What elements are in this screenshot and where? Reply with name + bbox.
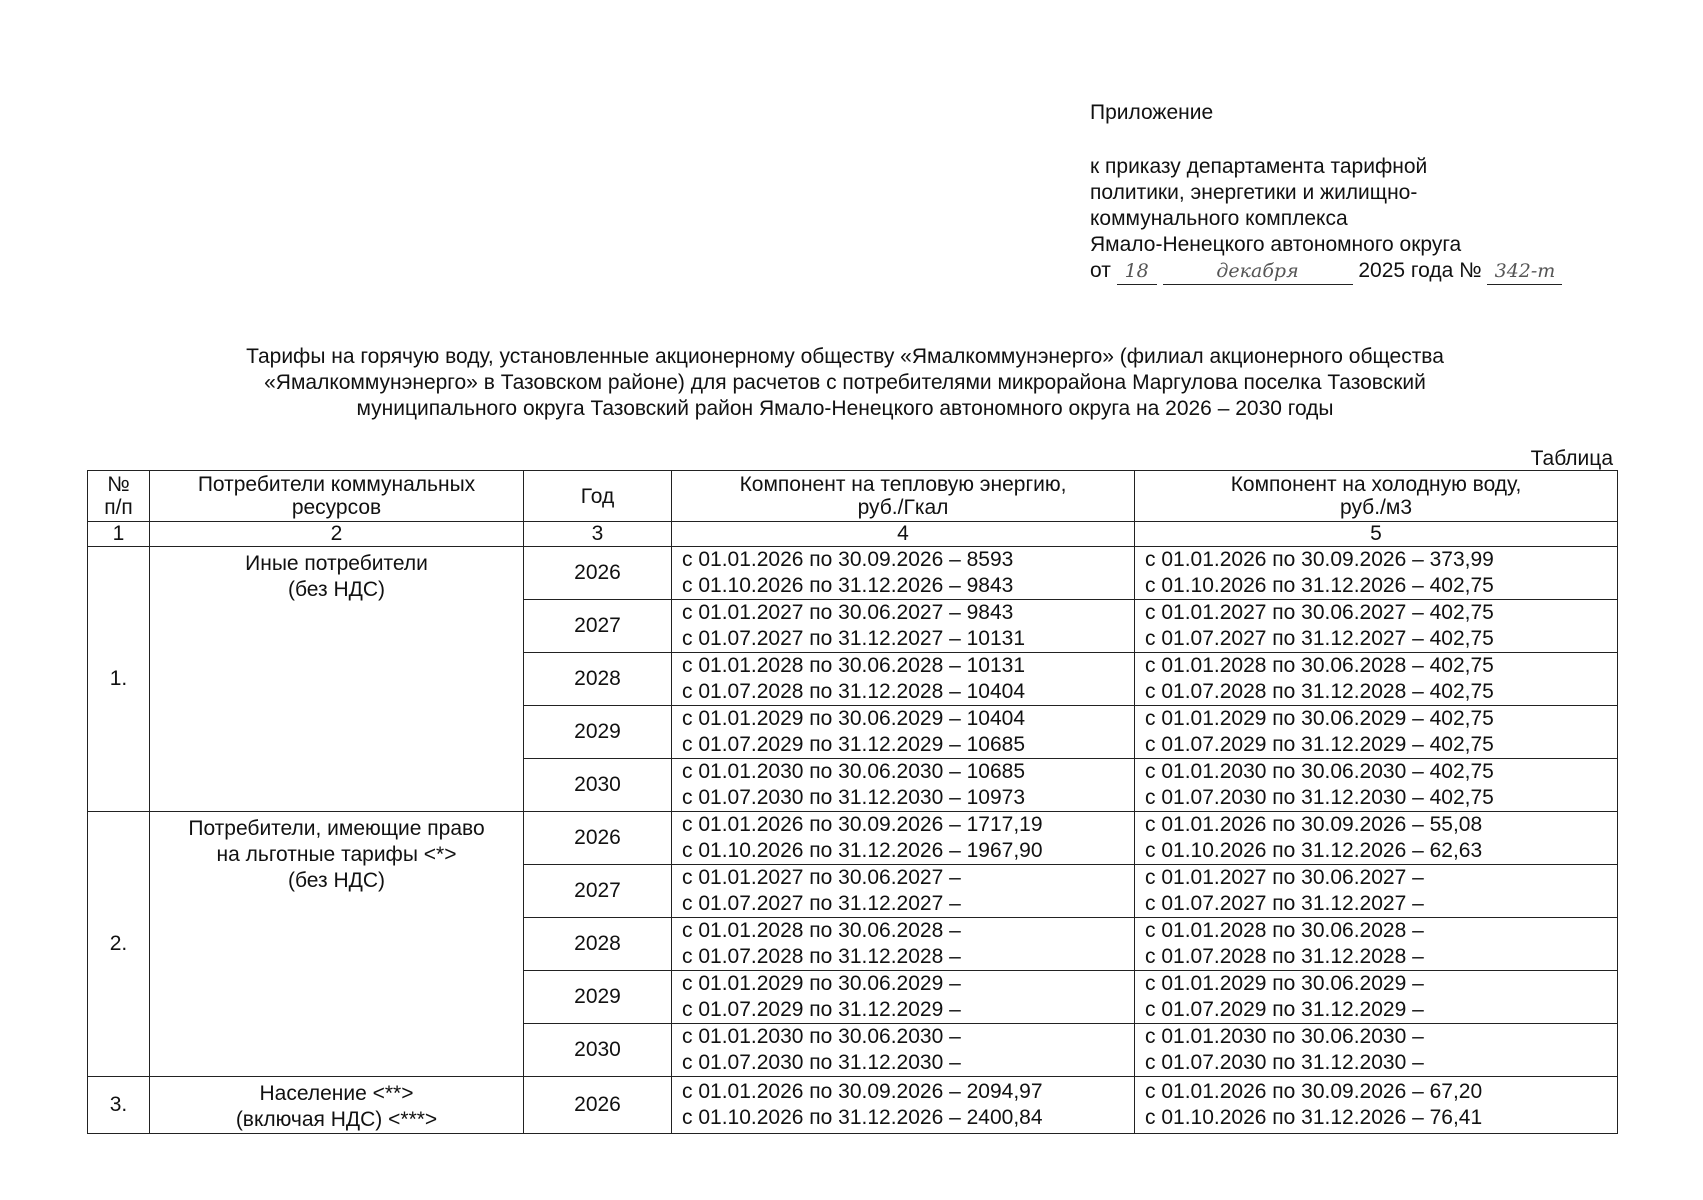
- tariff-period-line: с 01.10.2026 по 31.12.2026 – 9843: [682, 574, 1014, 597]
- tariff-period-line: с 01.01.2027 по 30.06.2027 – 402,75: [1145, 601, 1494, 624]
- appendix-line: политики, энергетики и жилищно-: [1090, 181, 1418, 204]
- cold-water-tariff-cell: [1135, 547, 1618, 600]
- tariff-period-line: с 01.07.2029 по 31.12.2029 – 402,75: [1145, 733, 1494, 756]
- table-row: [88, 547, 1618, 600]
- row-number: 2.: [88, 812, 150, 1077]
- tariff-period-line: с 01.07.2029 по 31.12.2029 –: [682, 998, 961, 1021]
- consumer-line: Иные потребители: [245, 552, 428, 575]
- year-cell: 2028: [524, 653, 672, 706]
- consumer-line: (без НДС): [287, 869, 385, 892]
- appendix-line: к приказу департамента тарифной: [1090, 155, 1428, 178]
- document-title-line: «Ямалкоммунэнерго» в Тазовском районе) для расчетов с потребителями микрорайона Маргулова поселка Тазовский: [264, 371, 1426, 394]
- cold-water-tariff-cell: [1135, 653, 1618, 706]
- tariff-period-line: с 01.10.2026 по 31.12.2026 – 62,63: [1145, 839, 1483, 862]
- tariff-period-line: с 01.01.2027 по 30.06.2027 –: [682, 866, 961, 889]
- tariff-period-line: с 01.01.2030 по 30.06.2030 –: [1145, 1025, 1424, 1048]
- table-row: [88, 812, 1618, 865]
- tariff-period-line: с 01.01.2026 по 30.09.2026 – 2094,97: [682, 1080, 1043, 1103]
- column-number: 3: [524, 522, 672, 547]
- tariff-period-line: с 01.01.2030 по 30.06.2030 –: [682, 1025, 961, 1048]
- appendix-line: Ямало-Ненецкого автономного округа: [1090, 233, 1462, 256]
- header-heat: Компонент на тепловую энергию, руб./Гкал: [672, 471, 1135, 522]
- consumer-line: на льготные тарифы <*>: [216, 843, 457, 866]
- tariff-period-line: с 01.01.2030 по 30.06.2030 – 10685: [682, 760, 1026, 783]
- tariff-period-line: с 01.01.2026 по 30.09.2026 – 55,08: [1145, 813, 1483, 836]
- appendix-date-line: [1090, 258, 1650, 285]
- column-number: 5: [1135, 522, 1618, 547]
- tariff-period-line: с 01.01.2027 по 30.06.2027 – 9843: [682, 601, 1014, 624]
- header-year: Год: [524, 471, 672, 522]
- row-number: 1.: [88, 547, 150, 812]
- heat-tariff-cell: [672, 918, 1135, 971]
- consumer-line: (включая НДС) <***>: [235, 1108, 438, 1131]
- date-prefix: от: [1090, 259, 1111, 282]
- consumer-line: (без НДС): [287, 578, 385, 601]
- tariff-period-line: с 01.07.2029 по 31.12.2029 – 10685: [682, 733, 1026, 756]
- cold-water-tariff-cell: [1135, 1077, 1618, 1134]
- column-number: 1: [88, 522, 150, 547]
- date-day: 18: [1117, 258, 1157, 285]
- appendix-line: коммунального комплекса: [1090, 207, 1348, 230]
- tariff-period-line: с 01.01.2026 по 30.09.2026 – 8593: [682, 548, 1014, 571]
- header-consumers: Потребители коммунальных ресурсов: [150, 471, 524, 522]
- tariff-table: [87, 470, 1618, 1134]
- consumer-line: Потребители, имеющие право: [188, 817, 485, 840]
- year-cell: 2029: [524, 706, 672, 759]
- consumer-category: [150, 812, 524, 1077]
- header-cold: Компонент на холодную воду, руб./м3: [1135, 471, 1618, 522]
- heat-tariff-cell: [672, 600, 1135, 653]
- appendix-block: [1090, 100, 1650, 285]
- heat-tariff-cell: [672, 865, 1135, 918]
- year-cell: 2026: [524, 812, 672, 865]
- document-title: [90, 344, 1600, 422]
- document-title-line: Тарифы на горячую воду, установленные акционерному обществу «Ямалкоммунэнерго» (филиал акционерного общества: [246, 345, 1444, 368]
- tariff-period-line: с 01.10.2026 по 31.12.2026 – 1967,90: [682, 839, 1043, 862]
- tariff-period-line: с 01.01.2028 по 30.06.2028 – 10131: [682, 654, 1026, 677]
- tariff-period-line: с 01.07.2030 по 31.12.2030 – 402,75: [1145, 786, 1494, 809]
- tariff-period-line: с 01.01.2028 по 30.06.2028 – 402,75: [1145, 654, 1494, 677]
- header-num: № п/п: [88, 471, 150, 522]
- column-number: 2: [150, 522, 524, 547]
- year-cell: 2026: [524, 1077, 672, 1134]
- year-cell: 2028: [524, 918, 672, 971]
- tariff-period-line: с 01.01.2030 по 30.06.2030 – 402,75: [1145, 760, 1494, 783]
- tariff-period-line: с 01.07.2027 по 31.12.2027 –: [682, 892, 961, 915]
- tariff-period-line: с 01.07.2029 по 31.12.2029 –: [1145, 998, 1424, 1021]
- year-cell: 2027: [524, 865, 672, 918]
- order-number: 342-т: [1487, 258, 1562, 285]
- consumer-line: Население <**>: [259, 1082, 414, 1105]
- column-numbers-row: [88, 522, 1618, 547]
- heat-tariff-cell: [672, 971, 1135, 1024]
- tariff-period-line: с 01.07.2030 по 31.12.2030 –: [682, 1051, 961, 1074]
- table-caption: Таблица: [1530, 447, 1613, 470]
- tariff-period-line: с 01.01.2026 по 30.09.2026 – 1717,19: [682, 813, 1043, 836]
- year-cell: 2027: [524, 600, 672, 653]
- heat-tariff-cell: [672, 706, 1135, 759]
- column-number: 4: [672, 522, 1135, 547]
- tariff-period-line: с 01.07.2027 по 31.12.2027 – 402,75: [1145, 627, 1494, 650]
- tariff-period-line: с 01.01.2028 по 30.06.2028 –: [682, 919, 961, 942]
- cold-water-tariff-cell: [1135, 971, 1618, 1024]
- cold-water-tariff-cell: [1135, 1024, 1618, 1077]
- date-month: декабря: [1163, 258, 1353, 285]
- tariff-period-line: с 01.01.2026 по 30.09.2026 – 373,99: [1145, 548, 1494, 571]
- date-year: 2025 года №: [1358, 259, 1482, 282]
- consumer-category: [150, 1077, 524, 1134]
- appendix-title: Приложение: [1090, 101, 1214, 124]
- tariff-period-line: с 01.07.2027 по 31.12.2027 –: [1145, 892, 1424, 915]
- tariff-period-line: с 01.07.2027 по 31.12.2027 – 10131: [682, 627, 1026, 650]
- year-cell: 2030: [524, 759, 672, 812]
- tariff-period-line: с 01.10.2026 по 31.12.2026 – 2400,84: [682, 1106, 1043, 1129]
- cold-water-tariff-cell: [1135, 759, 1618, 812]
- document-title-line: муниципального округа Тазовский район Ямало-Ненецкого автономного округа на 2026 – 2030 годы: [356, 397, 1334, 420]
- tariff-period-line: с 01.07.2028 по 31.12.2028 – 10404: [682, 680, 1026, 703]
- heat-tariff-cell: [672, 1024, 1135, 1077]
- table-row: [88, 1077, 1618, 1134]
- tariff-period-line: с 01.01.2029 по 30.06.2029 –: [1145, 972, 1424, 995]
- tariff-period-line: с 01.07.2028 по 31.12.2028 – 402,75: [1145, 680, 1494, 703]
- consumer-category: [150, 547, 524, 812]
- year-cell: 2030: [524, 1024, 672, 1077]
- tariff-period-line: с 01.10.2026 по 31.12.2026 – 402,75: [1145, 574, 1494, 597]
- tariff-period-line: с 01.01.2029 по 30.06.2029 – 10404: [682, 707, 1026, 730]
- heat-tariff-cell: [672, 547, 1135, 600]
- tariff-period-line: с 01.01.2029 по 30.06.2029 – 402,75: [1145, 707, 1494, 730]
- tariff-period-line: с 01.07.2028 по 31.12.2028 –: [682, 945, 961, 968]
- heat-tariff-cell: [672, 812, 1135, 865]
- heat-tariff-cell: [672, 653, 1135, 706]
- tariff-period-line: с 01.01.2029 по 30.06.2029 –: [682, 972, 961, 995]
- row-number: 3.: [88, 1077, 150, 1134]
- cold-water-tariff-cell: [1135, 918, 1618, 971]
- tariff-period-line: с 01.07.2030 по 31.12.2030 – 10973: [682, 786, 1026, 809]
- tariff-period-line: с 01.01.2028 по 30.06.2028 –: [1145, 919, 1424, 942]
- tariff-period-line: с 01.10.2026 по 31.12.2026 – 76,41: [1145, 1106, 1483, 1129]
- cold-water-tariff-cell: [1135, 812, 1618, 865]
- heat-tariff-cell: [672, 1077, 1135, 1134]
- tariff-period-line: с 01.01.2027 по 30.06.2027 –: [1145, 866, 1424, 889]
- cold-water-tariff-cell: [1135, 706, 1618, 759]
- year-cell: 2026: [524, 547, 672, 600]
- header-row: [88, 471, 1618, 522]
- tariff-period-line: с 01.07.2030 по 31.12.2030 –: [1145, 1051, 1424, 1074]
- tariff-period-line: с 01.01.2026 по 30.09.2026 – 67,20: [1145, 1080, 1483, 1103]
- tariff-period-line: с 01.07.2028 по 31.12.2028 –: [1145, 945, 1424, 968]
- cold-water-tariff-cell: [1135, 865, 1618, 918]
- year-cell: 2029: [524, 971, 672, 1024]
- cold-water-tariff-cell: [1135, 600, 1618, 653]
- heat-tariff-cell: [672, 759, 1135, 812]
